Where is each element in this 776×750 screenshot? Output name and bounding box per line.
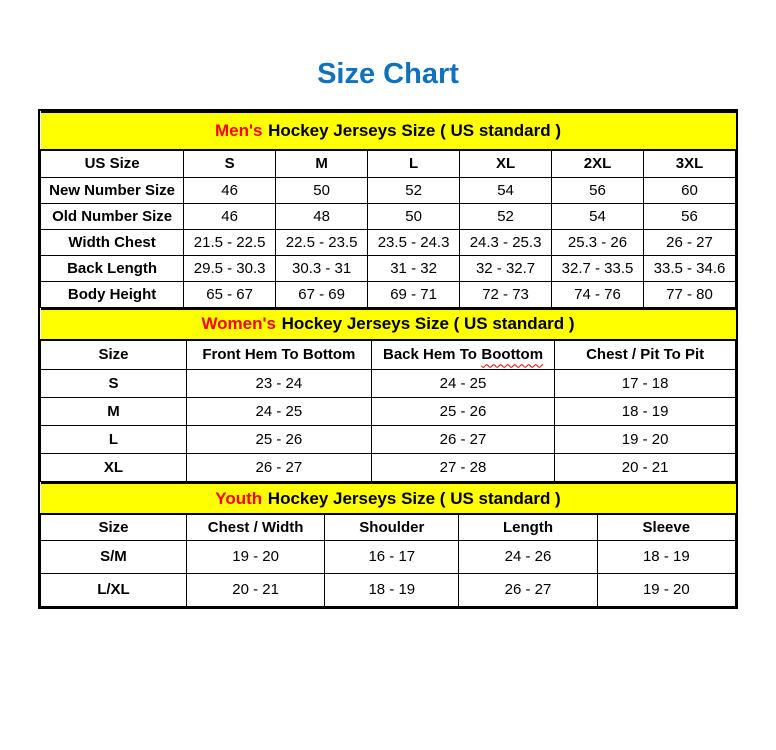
table-row <box>41 281 736 307</box>
size-chart <box>38 109 738 609</box>
womens-heading-text: Hockey Jerseys Size ( US standard ) <box>281 314 575 333</box>
table-row <box>41 540 736 573</box>
value-cell: 72 - 73 <box>460 281 552 307</box>
value-cell: 50 <box>368 203 460 229</box>
value-cell: 26 - 27 <box>644 229 736 255</box>
value-cell: 18 - 19 <box>555 398 736 426</box>
value-cell: 20 - 21 <box>555 454 736 482</box>
mens-col-header: 3XL <box>644 150 736 177</box>
value-cell: 54 <box>460 177 552 203</box>
row-label: Old Number Size <box>41 203 184 229</box>
table-row <box>41 229 736 255</box>
value-cell: 18 - 19 <box>325 573 459 606</box>
mens-col-header: 2XL <box>552 150 644 177</box>
mens-section-heading <box>41 112 736 150</box>
value-cell: 24 - 26 <box>459 540 597 573</box>
table-row <box>41 255 736 281</box>
table-row <box>41 177 736 203</box>
youth-heading-text: Hockey Jerseys Size ( US standard ) <box>267 488 561 508</box>
page <box>0 58 776 750</box>
youth-col-header: Size <box>41 514 187 540</box>
value-cell: 19 - 20 <box>597 573 735 606</box>
womens-col-header <box>371 340 554 370</box>
womens-col-header: Chest / Pit To Pit <box>555 340 736 370</box>
mens-col-header: US Size <box>41 150 184 177</box>
table-row <box>41 454 736 482</box>
womens-size-table <box>40 308 736 483</box>
table-row <box>41 514 736 540</box>
value-cell: 25.3 - 26 <box>552 229 644 255</box>
value-cell: 46 <box>184 203 276 229</box>
value-cell: 19 - 20 <box>555 426 736 454</box>
value-cell: 30.3 - 31 <box>276 255 368 281</box>
page-title: Size Chart <box>317 58 459 90</box>
row-label: L/XL <box>41 573 187 606</box>
youth-section-heading <box>41 483 736 514</box>
value-cell: 24 - 25 <box>371 370 554 398</box>
youth-col-header: Chest / Width <box>186 514 324 540</box>
womens-col-header: Front Hem To Bottom <box>186 340 371 370</box>
value-cell: 27 - 28 <box>371 454 554 482</box>
mens-size-table <box>40 111 736 308</box>
womens-col-header: Size <box>41 340 187 370</box>
mens-col-header: S <box>184 150 276 177</box>
value-cell: 24.3 - 25.3 <box>460 229 552 255</box>
value-cell: 25 - 26 <box>371 398 554 426</box>
table-row <box>41 426 736 454</box>
value-cell: 29.5 - 30.3 <box>184 255 276 281</box>
womens-section-heading <box>41 309 736 340</box>
table-row <box>41 203 736 229</box>
value-cell: 26 - 27 <box>459 573 597 606</box>
value-cell: 18 - 19 <box>597 540 735 573</box>
row-label: S/M <box>41 540 187 573</box>
value-cell: 48 <box>276 203 368 229</box>
value-cell: 21.5 - 22.5 <box>184 229 276 255</box>
youth-col-header: Sleeve <box>597 514 735 540</box>
table-row <box>41 340 736 370</box>
value-cell: 19 - 20 <box>186 540 324 573</box>
womens-col-header-prefix: Back Hem To <box>382 346 477 364</box>
row-label: Back Length <box>41 255 184 281</box>
value-cell: 25 - 26 <box>186 426 371 454</box>
mens-col-header: L <box>368 150 460 177</box>
mens-col-header: M <box>276 150 368 177</box>
youth-size-table <box>40 482 736 607</box>
value-cell: 69 - 71 <box>368 281 460 307</box>
value-cell: 20 - 21 <box>186 573 324 606</box>
mens-col-header: XL <box>460 150 552 177</box>
row-label: Width Chest <box>41 229 184 255</box>
mens-heading-accent: Men's <box>214 121 263 140</box>
value-cell: 32.7 - 33.5 <box>552 255 644 281</box>
value-cell: 26 - 27 <box>371 426 554 454</box>
womens-heading-accent: Women's <box>201 314 277 333</box>
youth-col-header: Length <box>459 514 597 540</box>
value-cell: 74 - 76 <box>552 281 644 307</box>
table-row <box>41 483 736 514</box>
value-cell: 31 - 32 <box>368 255 460 281</box>
value-cell: 52 <box>368 177 460 203</box>
mens-heading-text: Hockey Jerseys Size ( US standard ) <box>268 121 562 140</box>
table-row <box>41 150 736 177</box>
value-cell: 33.5 - 34.6 <box>644 255 736 281</box>
table-row <box>41 112 736 150</box>
table-row <box>41 398 736 426</box>
value-cell: 60 <box>644 177 736 203</box>
value-cell: 17 - 18 <box>555 370 736 398</box>
value-cell: 52 <box>460 203 552 229</box>
value-cell: 26 - 27 <box>186 454 371 482</box>
value-cell: 23 - 24 <box>186 370 371 398</box>
value-cell: 32 - 32.7 <box>460 255 552 281</box>
youth-col-header: Shoulder <box>325 514 459 540</box>
misspelled-word: Boottom <box>481 346 544 364</box>
value-cell: 22.5 - 23.5 <box>276 229 368 255</box>
youth-heading-accent: Youth <box>215 488 263 508</box>
row-label: New Number Size <box>41 177 184 203</box>
row-label: L <box>41 426 187 454</box>
value-cell: 23.5 - 24.3 <box>368 229 460 255</box>
value-cell: 56 <box>552 177 644 203</box>
value-cell: 50 <box>276 177 368 203</box>
table-row <box>41 573 736 606</box>
value-cell: 67 - 69 <box>276 281 368 307</box>
value-cell: 54 <box>552 203 644 229</box>
value-cell: 77 - 80 <box>644 281 736 307</box>
table-row <box>41 370 736 398</box>
value-cell: 16 - 17 <box>325 540 459 573</box>
table-row <box>41 309 736 340</box>
row-label: Body Height <box>41 281 184 307</box>
row-label: XL <box>41 454 187 482</box>
value-cell: 56 <box>644 203 736 229</box>
row-label: M <box>41 398 187 426</box>
row-label: S <box>41 370 187 398</box>
value-cell: 46 <box>184 177 276 203</box>
value-cell: 24 - 25 <box>186 398 371 426</box>
value-cell: 65 - 67 <box>184 281 276 307</box>
